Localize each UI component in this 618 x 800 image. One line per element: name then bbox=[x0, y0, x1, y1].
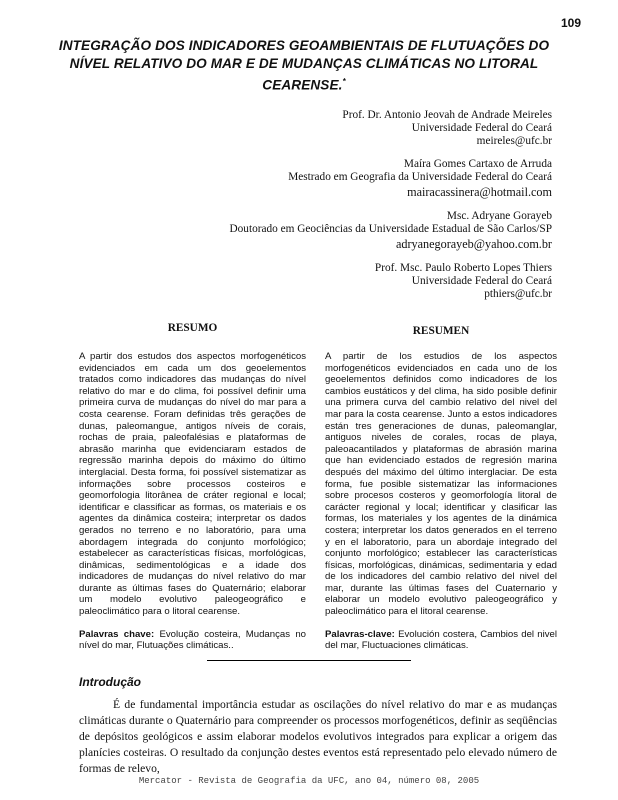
author-email: meireles@ufc.br bbox=[476, 135, 552, 147]
author-email: pthiers@ufc.br bbox=[484, 288, 552, 300]
resumo-keywords bbox=[79, 629, 306, 652]
author-affiliation: Universidade Federal do Ceará bbox=[411, 122, 552, 134]
journal-footer: Mercator - Revista de Geografia da UFC, ano 04, número 08, 2005 bbox=[138, 776, 480, 786]
resumo-heading: RESUMO bbox=[167, 322, 218, 334]
author-list bbox=[92, 109, 552, 311]
resumen-keywords-text: Evolución costera, Cambios del nivel del mar, Fluctuaciones climáticas. bbox=[325, 628, 557, 652]
author-name: Prof. Msc. Paulo Roberto Lopes Thiers bbox=[374, 262, 552, 274]
page-number: 109 bbox=[560, 16, 581, 30]
resumen-keywords-label: Palavras-clave: bbox=[325, 628, 395, 640]
introducao-heading: Introdução bbox=[79, 675, 141, 689]
author-affiliation: Universidade Federal do Ceará bbox=[411, 275, 552, 287]
author-name: Msc. Adryane Gorayeb bbox=[446, 210, 552, 222]
resumo-column bbox=[79, 351, 306, 652]
section-divider bbox=[207, 660, 411, 661]
author-name: Prof. Dr. Antonio Jeovah de Andrade Meireles bbox=[342, 109, 552, 121]
author-block bbox=[92, 109, 552, 148]
introducao-paragraph: É de fundamental importância estudar as oscilações do nível relativo do mar e as mudanças climáticas durante o Quaternário para compreender os processos morfogenéticos, definir as seqüências de depósitos geológicos e assim elaborar modelos evolutivos integrados para explicar a origem das planícies costeiras. O resultado da conjunção destes eventos está representado pelo elevado número de formas de relevo, bbox=[79, 698, 557, 775]
author-affiliation: Mestrado em Geografia da Universidade Federal do Ceará bbox=[288, 171, 552, 183]
title-footnote-mark: * bbox=[342, 77, 346, 86]
resumo-text: A partir dos estudos dos aspectos morfogenéticos evidenciados em cada um dos geoelementos tratados como indicadores das mudanças do nível relativo do mar e do clima, foi possível definir uma primeira curva de mudanças do nível do mar para a costa cearense. Foram definidas três gerações de dunas, paleomangue, antigos níveis de corais, rochas de praia, paleofalésias e plataformas de abrasão marinha que evidenciaram estados de regressão marinha depois do máximo do último interglacial. Desta forma, foi possível sistematizar as informações sobre processos costeiros e geomorfologia litorânea de cráter regional e local; identificar e classificar as formas, os materiais e os agentes da dinâmica costeira; interpretar os dados gerados no terreno e no laboratório, para uma abordagem integrada do conjunto morfológico; estabelecer as características físicas, morfológicas, dinâmicas, sedimentológicas e a idade dos indicadores de mudanças do nível relativo do mar durante as últimas fases do Quaternário; elaborar um modelo evolutivo paleogeográfico e paleoclimático para o litoral cearense. bbox=[79, 351, 306, 618]
author-affiliation: Doutorado em Geociências da Universidade Estadual de São Carlos/SP bbox=[229, 223, 552, 235]
resumo-keywords-label: Palavras chave: bbox=[79, 628, 155, 640]
article-title bbox=[50, 37, 558, 95]
author-block bbox=[92, 210, 552, 252]
author-email: mairacassinera@hotmail.com bbox=[407, 185, 552, 199]
resumen-column bbox=[325, 351, 557, 652]
author-name: Maíra Gomes Cartaxo de Arruda bbox=[403, 158, 552, 170]
resumen-text: A partir de los estudios de los aspectos morfogenéticos evidenciados en cada uno de los geoelementos definidos como indicadores de los cambios eustáticos y del clima, ha sido posible definir una primera curva del cambio relativo del nivel del mar para la costa cearense. Junto a estos indicadores están tres generaciones de dunas, paleomanglar, antiguos niveles de corales, rocas de playa, paleoacantilados y plataformas de abrasión marina que han evidenciado estados de regresión marina después del máximo del último interglaciar. De esta forma, fue posible sistematizar las informaciones sobre procesos costeros y geomorfología litoral de carácter regional y local; identificar y clasificar las formas, los materiales y los agentes de la dinámica costera; interpretar los datos generados en el terreno y en el laboratorio, para un abordaje integrado del conjunto morfológico; establecer las características físicas, morfológicas, dinámicas, sedimentaria y edad de los indicadores del cambio relativo del nivel del mar, durante las últimas fases del Cuaternario y elaborar un modelo evolutivo paleogeográfico y paleoclimático para el litoral cearense. bbox=[325, 351, 557, 618]
article-title-text: INTEGRAÇÃO DOS INDICADORES GEOAMBIENTAIS DE FLUTUAÇÕES DO NÍVEL RELATIVO DO MAR E DE MUDANÇAS CLIMÁTICAS NO LITORAL CEARENSE. bbox=[58, 38, 550, 93]
resumen-heading: RESUMEN bbox=[412, 325, 470, 337]
author-block bbox=[92, 158, 552, 200]
author-block bbox=[92, 262, 552, 301]
resumen-keywords bbox=[325, 629, 557, 652]
author-email: adryanegorayeb@yahoo.com.br bbox=[395, 237, 552, 251]
resumo-keywords-text: Evolução costeira, Mudanças no nível do mar, Flutuações climáticas.. bbox=[79, 628, 306, 652]
